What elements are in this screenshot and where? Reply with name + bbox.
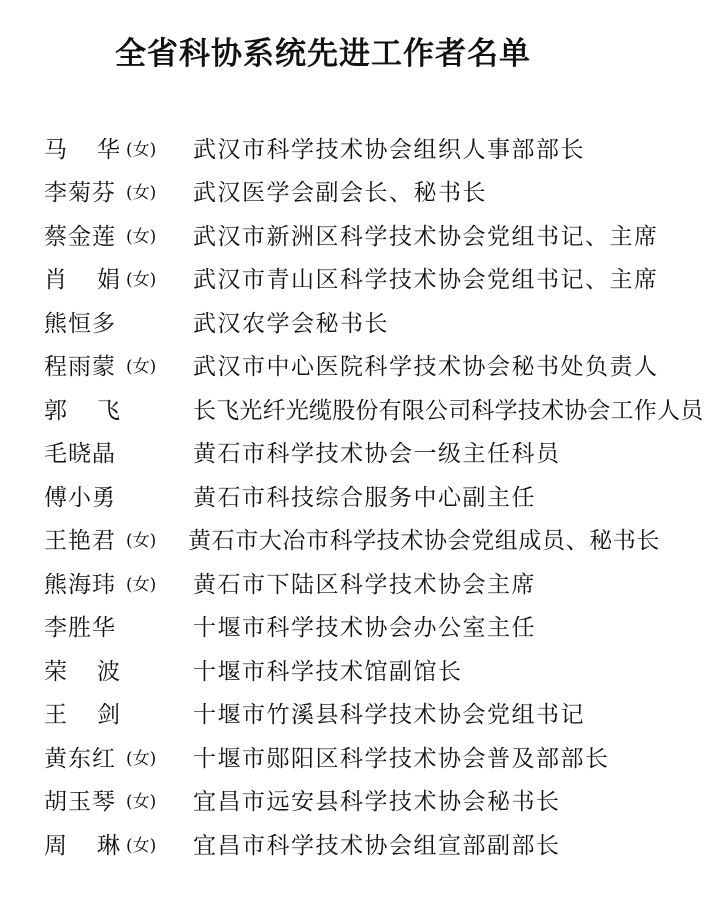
person-name: 李菊芬 xyxy=(44,180,116,207)
list-item xyxy=(0,172,723,216)
person-position: 武汉市中心医院科学技术协会秘书处负责人 xyxy=(193,354,659,381)
list-item xyxy=(0,389,723,433)
name-char: 周 xyxy=(44,832,67,859)
person-name: 毛晓晶 xyxy=(44,441,116,468)
person-position: 黄石市下陆区科学技术协会主席 xyxy=(193,571,536,598)
person-position: 十堰市竹溪县科学技术协会党组书记 xyxy=(193,702,585,729)
gender-mark: (女) xyxy=(126,270,157,291)
name-char: 肖 xyxy=(44,267,67,294)
person-name: 李胜华 xyxy=(44,615,116,642)
person-name xyxy=(44,657,120,687)
person-position: 武汉市新洲区科学技术协会党组书记、主席 xyxy=(193,223,659,250)
list-item xyxy=(0,520,723,564)
list-item xyxy=(0,607,723,651)
person-position: 黄石市大冶市科学技术协会党组成员、秘书长 xyxy=(188,528,660,555)
list-item xyxy=(0,563,723,607)
person-name: 蔡金莲 xyxy=(44,223,116,250)
gender-mark: (女) xyxy=(126,531,157,552)
name-char: 郭 xyxy=(44,397,67,424)
person-name xyxy=(44,831,120,861)
list-item xyxy=(0,433,723,477)
list-item xyxy=(0,215,723,259)
person-name: 胡玉琴 xyxy=(44,789,116,816)
gender-mark: (女) xyxy=(126,183,157,204)
page-title: 全省科协系统先进工作者名单 xyxy=(115,36,531,72)
person-name xyxy=(44,700,120,730)
person-position: 武汉市青山区科学技术协会党组书记、主席 xyxy=(193,267,659,294)
person-name xyxy=(44,265,120,295)
person-position: 十堰市科学技术馆副馆长 xyxy=(193,658,463,685)
list-item xyxy=(0,694,723,738)
name-char: 华 xyxy=(97,136,120,163)
gender-mark: (女) xyxy=(126,226,157,247)
person-position: 武汉农学会秘书长 xyxy=(193,310,389,337)
gender-mark: (女) xyxy=(126,574,157,595)
person-name: 程雨蒙 xyxy=(44,354,116,381)
name-char: 波 xyxy=(97,658,120,685)
person-position: 武汉医学会副会长、秘书长 xyxy=(193,180,487,207)
person-position: 十堰市科学技术协会办公室主任 xyxy=(193,615,536,642)
person-name: 熊海玮 xyxy=(44,571,116,598)
gender-mark: (女) xyxy=(126,357,157,378)
person-position: 黄石市科技综合服务中心副主任 xyxy=(193,484,536,511)
list-item xyxy=(0,824,723,868)
name-char: 荣 xyxy=(44,658,67,685)
person-name: 黄东红 xyxy=(44,745,116,772)
list-item xyxy=(0,302,723,346)
person-position: 十堰市郧阳区科学技术协会普及部部长 xyxy=(193,745,610,772)
person-position: 武汉市科学技术协会组织人事部部长 xyxy=(193,136,585,163)
person-name xyxy=(44,396,120,426)
name-char: 王 xyxy=(44,702,67,729)
list-item xyxy=(0,346,723,390)
list-item xyxy=(0,737,723,781)
list-item xyxy=(0,128,723,172)
person-position: 宜昌市科学技术协会组宣部副部长 xyxy=(193,832,561,859)
gender-mark: (女) xyxy=(126,792,157,813)
gender-mark: (女) xyxy=(126,835,157,856)
list-item xyxy=(0,781,723,825)
person-name xyxy=(44,135,120,165)
person-position: 长飞光纤光缆股份有限公司科学技术协会工作人员 xyxy=(193,397,704,424)
person-name: 王艳君 xyxy=(44,528,116,555)
person-position: 黄石市科学技术协会一级主任科员 xyxy=(193,441,561,468)
list-item xyxy=(0,476,723,520)
name-char: 琳 xyxy=(97,832,120,859)
gender-mark: (女) xyxy=(126,748,157,769)
name-char: 剑 xyxy=(97,702,120,729)
name-char: 飞 xyxy=(97,397,120,424)
person-name: 傅小勇 xyxy=(44,484,116,511)
name-char: 娟 xyxy=(97,267,120,294)
list-item xyxy=(0,650,723,694)
gender-mark: (女) xyxy=(126,139,157,160)
person-name: 熊恒多 xyxy=(44,310,116,337)
list-item xyxy=(0,259,723,303)
name-char: 马 xyxy=(44,136,67,163)
people-list xyxy=(0,128,723,868)
person-position: 宜昌市远安县科学技术协会秘书长 xyxy=(193,789,561,816)
